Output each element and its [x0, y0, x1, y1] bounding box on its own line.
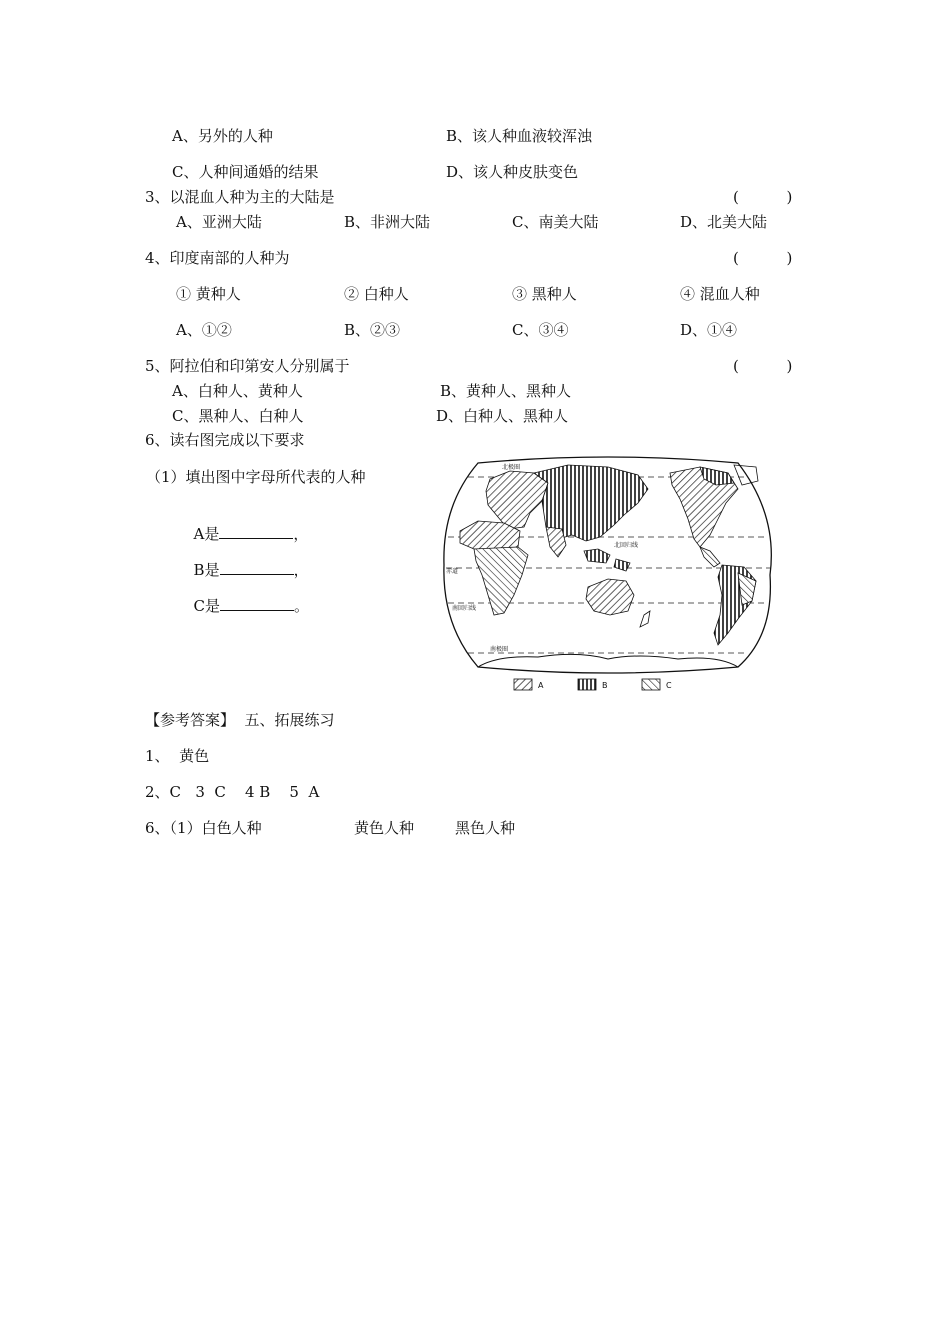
legend-label-c: C [666, 681, 672, 690]
q4-item-1: ① 黄种人 [176, 285, 241, 303]
legend-label-a: A [538, 681, 544, 690]
answers-line-1: 1、 黄色 [145, 747, 210, 765]
q3-option-a: A、亚洲大陆 [176, 213, 262, 231]
q6-blank-c-line[interactable] [220, 596, 294, 611]
q2-option-d: D、该人种皮肤变色 [446, 163, 579, 181]
q4-item-3: ③ 黑种人 [512, 285, 577, 303]
q2-option-a: A、另外的人种 [172, 127, 273, 145]
q4-stem: 4、印度南部的人种为 [145, 249, 290, 267]
q4-item-4: ④ 混血人种 [680, 285, 760, 303]
legend-label-b: B [602, 681, 608, 690]
q6-blank-b [184, 540, 309, 580]
legend-swatch-c [642, 679, 660, 690]
q6-blank-b-line[interactable] [220, 560, 294, 575]
q6-blank-c-label: C是 [193, 597, 221, 615]
answers-line-2: 2、C 3 C 4 B 5 A [145, 783, 320, 801]
q4-option-a: A、①② [176, 321, 232, 339]
q6-blank-a-line[interactable] [219, 524, 293, 539]
q3-option-d: D、北美大陆 [680, 213, 768, 231]
q6-stem: 6、读右图完成以下要求 [145, 431, 305, 449]
central-america-region [700, 547, 720, 567]
q4-answer-bracket: ( ) [733, 249, 793, 267]
q3-answer-bracket: ( ) [733, 188, 793, 206]
q4-option-d: D、①④ [680, 321, 738, 339]
q5-option-c: C、黑种人、白种人 [172, 407, 304, 425]
q4-option-c: C、③④ [512, 321, 569, 339]
q3-stem: 3、以混血人种为主的大陆是 [145, 188, 335, 206]
answers-line-3-prefix: 6、（1）白色人种 [145, 819, 262, 837]
q5-stem: 5、阿拉伯和印第安人分别属于 [145, 357, 350, 375]
answers-line-3-end: 黑色人种 [455, 819, 516, 837]
q4-option-b: B、②③ [344, 321, 401, 339]
south-america-region [714, 565, 756, 645]
q6-blank-a-comma: ， [293, 525, 309, 543]
new-zealand-region [640, 611, 650, 627]
answers-header: 【参考答案】 五、拓展练习 [145, 711, 335, 729]
q5-option-b: B、黄种人、黑种人 [440, 382, 572, 400]
tropic-cancer-label: 北回归线 [614, 542, 639, 549]
arctic-circle-label: 北极圈 [502, 464, 521, 471]
world-race-map [438, 455, 778, 697]
q6-sub1: （1）填出图中字母所代表的人种 [146, 468, 366, 486]
q6-blank-a-label: A是 [193, 525, 220, 543]
q3-option-b: B、非洲大陆 [344, 213, 431, 231]
q6-blank-a [184, 504, 308, 544]
antarctic-circle-label: 南极圈 [490, 646, 509, 653]
q6-blank-b-label: B是 [193, 561, 220, 579]
australia-region [586, 579, 634, 615]
q6-blank-c-period: 。 [294, 597, 310, 615]
q5-option-a: A、白种人、黄种人 [172, 382, 303, 400]
equator-label: 赤道 [446, 568, 459, 575]
q2-option-b: B、该人种血液较浑浊 [446, 127, 593, 145]
india-region [546, 527, 566, 557]
answers-line-3-mid: 黄色人种 [354, 819, 415, 837]
q5-option-d: D、白种人、黑种人 [436, 407, 569, 425]
q5-answer-bracket: ( ) [733, 357, 793, 375]
q3-option-c: C、南美大陆 [512, 213, 599, 231]
q6-blank-c [184, 576, 309, 616]
tropic-capricorn-label: 南回归线 [452, 605, 477, 612]
legend-swatch-a [514, 679, 532, 690]
map-legend [514, 679, 672, 690]
q4-item-2: ② 白种人 [344, 285, 409, 303]
q6-blank-b-comma: ， [293, 561, 309, 579]
q2-option-c: C、人种间通婚的结果 [172, 163, 319, 181]
europe-region [486, 471, 548, 529]
legend-swatch-b [578, 679, 596, 690]
sub-saharan-africa-region [474, 547, 528, 615]
antarctica-region [478, 654, 738, 667]
